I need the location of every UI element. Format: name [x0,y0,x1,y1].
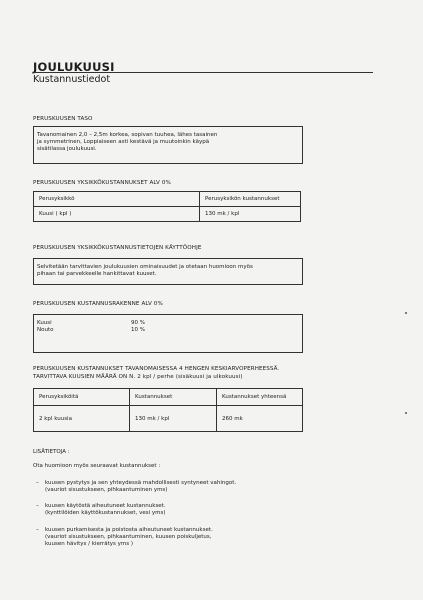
instructions-line: Selvitetään tarvittavien joulukuusien ominaisuudet ja otetaan huomioon myös [37,264,253,270]
section-heading-kayttoohje: PERUSKUUSEN YKSIKKÖKUSTANNUSTIETOJEN KÄYTTÖOHJE [33,245,202,251]
list-item [36,503,356,519]
list-item [36,480,356,496]
cost-structure-box [33,314,303,353]
scan-speck [405,312,407,314]
cost-structure-value: 90 % [131,320,145,326]
scan-speck [405,412,407,414]
description-line: ja symmetrinen, Loppiaiseen asti kestävä ja muutoinkin käypä [37,139,210,146]
cost-structure-value: 10 % [131,327,145,333]
dash-bullet-icon: – [36,480,39,486]
list-item-line: kuusen käytöstä aiheutuneet kustannukset. [45,503,166,509]
section-heading-perhe-line2: TARVITTAVA KUUSIEN MÄÄRÄ ON N. 2 kpl / perhe (sisäkuusi ja ulkokuusi) [33,374,243,380]
section-heading-yksikkokustannukset: PERUSKUUSEN YKSIKKÖKUSTANNUKSET ALV 0% [33,180,171,186]
notes-heading: LISÄTIETOJA : [33,449,70,455]
description-line: sisätilassa joulukuusi. [37,146,97,153]
section-heading-perhe: PERUSKUUSEN KUSTANNUKSET TAVANOMAISESSA 4 HENGEN KESKIARVOPERHEESSÄ. [33,366,280,372]
cost-structure-label: Nouto [37,327,54,333]
dash-bullet-icon: – [36,527,39,533]
instructions-line: pihaan tai parvekkeelle hankittavat kuuset. [37,271,157,278]
list-item-line: kuusen pystytys ja sen yhteydessä mahdollisesti syntyneet vahingot. [45,480,237,486]
table-cell: Kuusi ( kpl ) [34,207,200,222]
list-item-line: (vauriot sisustukseen, pihkaantuminen, kuusen poiskuljetus, [45,534,212,541]
unit-cost-table [33,191,301,222]
cost-structure-row [37,327,54,334]
title-rule [33,72,373,73]
dash-bullet-icon: – [36,503,39,509]
document-subtitle: Kustannustiedot [33,74,111,85]
notes-intro: Ota huomioon myös seuraavat kustannukset : [33,463,161,469]
description-box [33,126,303,164]
table-header-cell: Perusyksiköitä [34,389,130,406]
family-cost-table [33,388,303,432]
list-item-line: (vauriot sisustukseen, pihkaantuminen yms) [45,487,168,494]
list-item-line: kuusen purkamisesta ja poistosta aiheutuneet kustannukset. [45,527,213,533]
section-heading-kustannusrakenne: PERUSKUUSEN KUSTANNUSRAKENNE ALV 0% [33,301,163,307]
table-header-cell: Perusyksikkö [34,192,200,207]
section-heading-taso: PERUSKUUSEN TASO [33,116,93,122]
table-header-cell: Perusyksikön kustannukset [200,192,301,207]
description-line: Tavanomainen 2,0 – 2,5m korkea, sopivan tuuhea, lähes tasainen [37,132,218,138]
list-item-line: (kynttilöiden käyttökustannukset, vesi yms) [45,510,166,517]
list-item-line: kuusen hävitys / kierrätys yms ) [45,541,134,548]
table-cell: 130 mk / kpl [200,207,301,222]
table-cell: 260 mk [217,406,303,432]
table-header-cell: Kustannukset [130,389,217,406]
list-item [36,527,356,551]
table-cell: 2 kpl kuusia [34,406,130,432]
table-header-cell: Kustannukset yhteensä [217,389,303,406]
table-cell: 130 mk / kpl [130,406,217,432]
document-title: JOULUKUUSI [33,60,115,74]
instructions-box [33,258,303,285]
cost-structure-label: Kuusi [37,320,52,326]
